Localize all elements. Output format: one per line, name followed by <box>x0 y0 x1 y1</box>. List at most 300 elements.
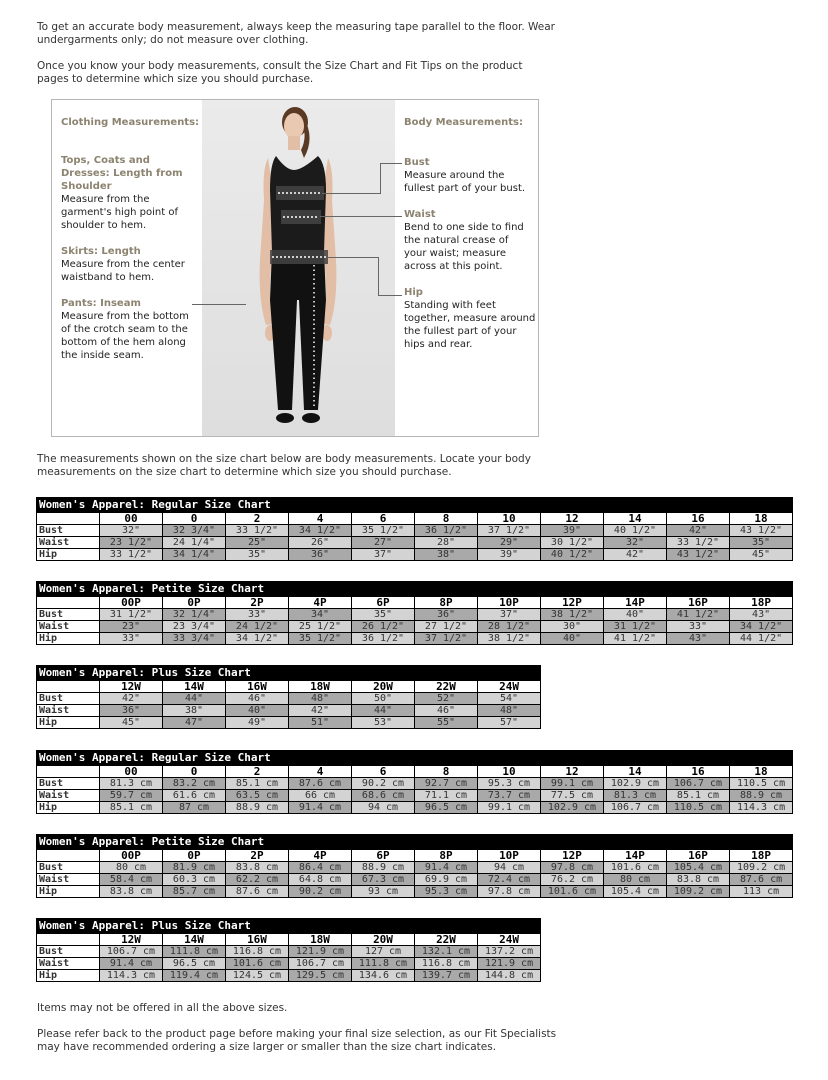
measurement-cell: 35 1/2" <box>289 633 352 645</box>
table-row <box>37 874 793 886</box>
measurement-cell: 33 1/2" <box>226 525 289 537</box>
measurement-cell: 91.4 cm <box>100 958 163 970</box>
size-chart-table <box>36 750 793 814</box>
table-row <box>37 717 541 729</box>
table-row <box>37 537 793 549</box>
measurement-cell: 97.8 cm <box>541 862 604 874</box>
waist-item <box>404 208 534 273</box>
measurement-cell: 62.2 cm <box>226 874 289 886</box>
measurement-cell: 23" <box>100 621 163 633</box>
measurement-cell: 99.1 cm <box>478 802 541 814</box>
measurement-cell: 38 1/2" <box>541 609 604 621</box>
table-row <box>37 549 793 561</box>
hip-leader-line <box>328 257 378 258</box>
header-blank-cell <box>37 681 100 693</box>
measurement-cell: 30 1/2" <box>541 537 604 549</box>
size-column-header: 24W <box>478 934 541 946</box>
measurement-cell: 129.5 cm <box>289 970 352 982</box>
measurement-cell: 35 1/2" <box>352 525 415 537</box>
size-column-header: 24W <box>478 681 541 693</box>
measurement-cell: 113 cm <box>730 886 793 898</box>
intro-paragraph-2: Once you know your body measurements, consult the Size Chart and Fit Tips on the product pages to determine which size you should purchase. <box>37 60 523 85</box>
row-label: Hip <box>37 633 100 645</box>
body-measurements-heading: Body Measurements: <box>404 117 523 128</box>
table-row <box>37 790 793 802</box>
measurement-cell: 24 1/4" <box>163 537 226 549</box>
size-column-header: 12W <box>100 681 163 693</box>
measurement-cell: 44" <box>352 705 415 717</box>
measurement-cell: 71.1 cm <box>415 790 478 802</box>
measurement-cell: 49" <box>226 717 289 729</box>
measurement-cell: 33" <box>226 609 289 621</box>
measurement-cell: 86.4 cm <box>289 862 352 874</box>
model-photo <box>202 100 395 436</box>
measurement-cell: 111.8 cm <box>163 946 226 958</box>
size-chart-title: Women's Apparel: Plus Size Chart <box>37 919 541 934</box>
measurement-cell: 121.9 cm <box>478 958 541 970</box>
pants-inseam-text: Measure from the bottom of the crotch seam to the bottom of the hem along the inside seam. <box>61 311 189 361</box>
size-column-header: 2 <box>226 513 289 525</box>
measurement-cell: 36" <box>415 609 478 621</box>
measurement-cell: 109.2 cm <box>667 886 730 898</box>
measurement-cell: 33 3/4" <box>163 633 226 645</box>
measurement-cell: 26" <box>289 537 352 549</box>
size-column-header: 16 <box>667 766 730 778</box>
measurement-cell: 63.5 cm <box>226 790 289 802</box>
size-column-header: 12 <box>541 766 604 778</box>
measurement-cell: 41 1/2" <box>604 633 667 645</box>
size-chart-table <box>36 497 793 561</box>
measurement-cell: 83.8 cm <box>667 874 730 886</box>
measurement-cell: 23 1/2" <box>100 537 163 549</box>
table-row <box>37 958 541 970</box>
table-row <box>37 946 541 958</box>
size-column-header: 2 <box>226 766 289 778</box>
measurement-cell: 88.9 cm <box>226 802 289 814</box>
measurement-cell: 134.6 cm <box>352 970 415 982</box>
size-column-header: 10 <box>478 766 541 778</box>
measurement-cell: 33 1/2" <box>100 549 163 561</box>
measurement-cell: 69.9 cm <box>415 874 478 886</box>
bust-item <box>404 156 534 195</box>
measurement-cell: 26 1/2" <box>352 621 415 633</box>
row-label: Hip <box>37 802 100 814</box>
measurement-cell: 44 1/2" <box>730 633 793 645</box>
clothing-measurements-heading: Clothing Measurements: <box>61 117 200 128</box>
measurement-cell: 37 1/2" <box>478 525 541 537</box>
measurement-cell: 85.1 cm <box>100 802 163 814</box>
measurement-cell: 111.8 cm <box>352 958 415 970</box>
body-measurements-note: The measurements shown on the size chart below are body measurements. Locate your body measurements on the size chart to determine which size you should purchase. <box>37 453 531 478</box>
measurement-cell: 92.7 cm <box>415 778 478 790</box>
tops-length-text: Measure from the garment's high point of shoulder to hem. <box>61 194 179 231</box>
row-label: Waist <box>37 537 100 549</box>
measurement-cell: 43 1/2" <box>667 549 730 561</box>
size-column-header: 6P <box>352 597 415 609</box>
measurement-cell: 32 1/4" <box>163 609 226 621</box>
size-column-header: 14P <box>604 597 667 609</box>
measurement-cell: 94 cm <box>478 862 541 874</box>
measurement-cell: 114.3 cm <box>730 802 793 814</box>
measurement-cell: 32" <box>604 537 667 549</box>
inseam-leader-line <box>192 304 246 305</box>
measurement-cell: 87.6 cm <box>730 874 793 886</box>
measurement-cell: 39" <box>478 549 541 561</box>
waist-text: Bend to one side to find the natural crease of your waist; measure across at this point. <box>404 222 524 272</box>
measurement-cell: 37" <box>478 609 541 621</box>
hip-item <box>404 286 536 351</box>
measurement-cell: 31 1/2" <box>604 621 667 633</box>
measurement-cell: 34 1/2" <box>730 621 793 633</box>
measurement-cell: 47" <box>163 717 226 729</box>
row-label: Waist <box>37 874 100 886</box>
row-label: Hip <box>37 970 100 982</box>
measurement-cell: 29" <box>478 537 541 549</box>
row-label: Waist <box>37 621 100 633</box>
size-column-header: 18W <box>289 934 352 946</box>
measurement-cell: 72.4 cm <box>478 874 541 886</box>
size-column-header: 2P <box>226 850 289 862</box>
measurement-cell: 110.5 cm <box>667 802 730 814</box>
row-label: Bust <box>37 609 100 621</box>
footer-fit-specialist-note: Please refer back to the product page before making your final size selection, as our Fit Specialists may have recommended ordering a size larger or smaller than the size chart indicates. <box>37 1028 557 1053</box>
measurement-cell: 102.9 cm <box>604 778 667 790</box>
table-row <box>37 802 793 814</box>
measurement-cell: 36 1/2" <box>352 633 415 645</box>
size-column-header: 4 <box>289 513 352 525</box>
size-chart-title: Women's Apparel: Petite Size Chart <box>37 835 793 850</box>
size-chart-table <box>36 918 541 982</box>
measurement-cell: 51" <box>289 717 352 729</box>
size-column-header: 6P <box>352 850 415 862</box>
measurement-cell: 66 cm <box>289 790 352 802</box>
measurement-cell: 124.5 cm <box>226 970 289 982</box>
measurement-cell: 37 1/2" <box>415 633 478 645</box>
header-blank-cell <box>37 766 100 778</box>
size-column-header: 18P <box>730 850 793 862</box>
measurement-cell: 40" <box>604 609 667 621</box>
size-column-header: 22W <box>415 934 478 946</box>
size-column-header: 14 <box>604 513 667 525</box>
measurement-cell: 68.6 cm <box>352 790 415 802</box>
size-column-header: 20W <box>352 681 415 693</box>
measurement-cell: 137.2 cm <box>478 946 541 958</box>
measurement-cell: 43 1/2" <box>730 525 793 537</box>
size-column-header: 14W <box>163 934 226 946</box>
size-column-header: 00 <box>100 513 163 525</box>
measurement-cell: 33" <box>100 633 163 645</box>
measurement-cell: 76.2 cm <box>541 874 604 886</box>
measurement-cell: 42" <box>100 693 163 705</box>
measurement-cell: 106.7 cm <box>289 958 352 970</box>
footer-availability-note: Items may not be offered in all the above sizes. <box>37 1002 288 1014</box>
measurement-cell: 42" <box>667 525 730 537</box>
measurement-cell: 85.7 cm <box>163 886 226 898</box>
skirts-length-text: Measure from the center waistband to hem. <box>61 259 185 283</box>
size-column-header: 12P <box>541 597 604 609</box>
size-column-header: 22W <box>415 681 478 693</box>
measurement-cell: 39" <box>541 525 604 537</box>
measurement-cell: 116.8 cm <box>415 958 478 970</box>
size-column-header: 10P <box>478 850 541 862</box>
measurement-cell: 31 1/2" <box>100 609 163 621</box>
measurement-cell: 73.7 cm <box>478 790 541 802</box>
measurement-cell: 28" <box>415 537 478 549</box>
measurement-cell: 34" <box>289 609 352 621</box>
size-chart-title: Women's Apparel: Regular Size Chart <box>37 498 793 513</box>
row-label: Waist <box>37 790 100 802</box>
measurement-cell: 45" <box>730 549 793 561</box>
size-column-header: 10 <box>478 513 541 525</box>
row-label: Hip <box>37 717 100 729</box>
size-column-header: 0 <box>163 513 226 525</box>
measurement-cell: 25" <box>226 537 289 549</box>
row-label: Bust <box>37 693 100 705</box>
measurement-cell: 34 1/2" <box>289 525 352 537</box>
size-column-header: 4 <box>289 766 352 778</box>
measurement-cell: 114.3 cm <box>100 970 163 982</box>
bust-title: Bust <box>404 157 430 168</box>
measurement-cell: 105.4 cm <box>604 886 667 898</box>
measurement-cell: 46" <box>226 693 289 705</box>
measurement-cell: 36" <box>289 549 352 561</box>
size-chart-table <box>36 665 541 729</box>
size-column-header: 16W <box>226 934 289 946</box>
table-row <box>37 693 541 705</box>
row-label: Bust <box>37 862 100 874</box>
measurement-cell: 121.9 cm <box>289 946 352 958</box>
size-column-header: 00P <box>100 597 163 609</box>
skirts-length-title: Skirts: Length <box>61 246 141 257</box>
measurement-cell: 93 cm <box>352 886 415 898</box>
measurement-cell: 106.7 cm <box>604 802 667 814</box>
size-column-header: 8P <box>415 597 478 609</box>
bust-leader-end <box>380 163 402 164</box>
measurement-cell: 95.3 cm <box>478 778 541 790</box>
size-column-header: 10P <box>478 597 541 609</box>
measurement-cell: 36" <box>100 705 163 717</box>
table-row <box>37 705 541 717</box>
measurement-cell: 38" <box>163 705 226 717</box>
size-column-header: 8 <box>415 513 478 525</box>
measurement-cell: 57" <box>478 717 541 729</box>
measurement-cell: 35" <box>226 549 289 561</box>
measurement-cell: 37" <box>352 549 415 561</box>
measurement-cell: 96.5 cm <box>415 802 478 814</box>
size-column-header: 0P <box>163 850 226 862</box>
header-blank-cell <box>37 597 100 609</box>
measurement-cell: 102.9 cm <box>541 802 604 814</box>
size-column-header: 16 <box>667 513 730 525</box>
measurement-cell: 48" <box>478 705 541 717</box>
measurement-cell: 88.9 cm <box>352 862 415 874</box>
measurement-cell: 40" <box>541 633 604 645</box>
size-column-header: 14W <box>163 681 226 693</box>
bust-leader-vertical <box>380 163 381 194</box>
table-row <box>37 970 541 982</box>
measurement-cell: 32" <box>100 525 163 537</box>
size-column-header: 4P <box>289 597 352 609</box>
size-column-header: 16P <box>667 850 730 862</box>
measurement-cell: 116.8 cm <box>226 946 289 958</box>
pants-inseam-item <box>61 297 193 362</box>
intro-paragraph-1: To get an accurate body measurement, always keep the measuring tape parallel to the floor. Wear undergarments only; do not measure over clothing. <box>37 21 555 46</box>
size-chart-title: Women's Apparel: Petite Size Chart <box>37 582 793 597</box>
size-column-header: 0 <box>163 766 226 778</box>
hip-leader-vertical <box>378 257 379 295</box>
row-label: Hip <box>37 886 100 898</box>
measurement-cell: 119.4 cm <box>163 970 226 982</box>
measurement-cell: 80 cm <box>604 874 667 886</box>
size-column-header: 00 <box>100 766 163 778</box>
measurement-cell: 87.6 cm <box>226 886 289 898</box>
size-column-header: 18 <box>730 513 793 525</box>
measurement-cell: 99.1 cm <box>541 778 604 790</box>
skirts-length-item <box>61 245 191 284</box>
measurement-cell: 83.8 cm <box>100 886 163 898</box>
hip-title: Hip <box>404 287 423 298</box>
size-column-header: 8 <box>415 766 478 778</box>
measurement-cell: 87 cm <box>163 802 226 814</box>
size-column-header: 0P <box>163 597 226 609</box>
size-chart-table <box>36 834 793 898</box>
measurement-cell: 139.7 cm <box>415 970 478 982</box>
waist-leader-line <box>320 216 402 217</box>
measurement-cell: 87.6 cm <box>289 778 352 790</box>
measurement-cell: 38" <box>415 549 478 561</box>
measurement-cell: 46" <box>415 705 478 717</box>
row-label: Bust <box>37 525 100 537</box>
size-column-header: 12W <box>100 934 163 946</box>
measurement-cell: 101.6 cm <box>226 958 289 970</box>
measurement-cell: 25 1/2" <box>289 621 352 633</box>
tops-length-item <box>61 154 191 232</box>
measurement-cell: 81.3 cm <box>604 790 667 802</box>
measurement-cell: 90.2 cm <box>289 886 352 898</box>
measurement-cell: 101.6 cm <box>541 886 604 898</box>
size-column-header: 14P <box>604 850 667 862</box>
measurement-cell: 43" <box>730 609 793 621</box>
measurement-cell: 42" <box>604 549 667 561</box>
header-blank-cell <box>37 934 100 946</box>
measurement-cell: 45" <box>100 717 163 729</box>
measurement-cell: 52" <box>415 693 478 705</box>
measurement-cell: 40 1/2" <box>541 549 604 561</box>
measurement-cell: 80 cm <box>100 862 163 874</box>
measurement-cell: 83.2 cm <box>163 778 226 790</box>
measurement-cell: 40 1/2" <box>604 525 667 537</box>
measurement-cell: 40" <box>226 705 289 717</box>
tops-length-title: Tops, Coats and Dresses: Length from Shoulder <box>61 155 183 192</box>
measurement-cell: 105.4 cm <box>667 862 730 874</box>
measurement-cell: 109.2 cm <box>730 862 793 874</box>
measurement-cell: 44" <box>163 693 226 705</box>
table-row <box>37 778 793 790</box>
measurement-cell: 94 cm <box>352 802 415 814</box>
measurement-cell: 58.4 cm <box>100 874 163 886</box>
size-column-header: 20W <box>352 934 415 946</box>
measurement-cell: 23 3/4" <box>163 621 226 633</box>
size-chart-title: Women's Apparel: Plus Size Chart <box>37 666 541 681</box>
measurement-cell: 91.4 cm <box>415 862 478 874</box>
measurement-cell: 106.7 cm <box>100 946 163 958</box>
size-column-header: 14 <box>604 766 667 778</box>
measurement-cell: 144.8 cm <box>478 970 541 982</box>
measurement-cell: 85.1 cm <box>226 778 289 790</box>
size-column-header: 2P <box>226 597 289 609</box>
measurement-cell: 50" <box>352 693 415 705</box>
pants-inseam-title: Pants: Inseam <box>61 298 141 309</box>
size-column-header: 12P <box>541 850 604 862</box>
measurement-cell: 106.7 cm <box>667 778 730 790</box>
measurement-cell: 101.6 cm <box>604 862 667 874</box>
measurement-cell: 36 1/2" <box>415 525 478 537</box>
measurement-cell: 35" <box>352 609 415 621</box>
bust-text: Measure around the fullest part of your bust. <box>404 170 526 194</box>
model-figure <box>202 100 395 436</box>
row-label: Waist <box>37 958 100 970</box>
hip-text: Standing with feet together, measure around the fullest part of your hips and rear. <box>404 300 536 350</box>
measurement-cell: 97.8 cm <box>478 886 541 898</box>
measurement-cell: 55" <box>415 717 478 729</box>
measurement-cell: 35" <box>730 537 793 549</box>
table-row <box>37 633 793 645</box>
measurement-cell: 41 1/2" <box>667 609 730 621</box>
measurement-cell: 59.7 cm <box>100 790 163 802</box>
size-column-header: 00P <box>100 850 163 862</box>
measurement-cell: 67.3 cm <box>352 874 415 886</box>
size-column-header: 6 <box>352 766 415 778</box>
row-label: Waist <box>37 705 100 717</box>
measurement-cell: 88.9 cm <box>730 790 793 802</box>
waist-title: Waist <box>404 209 436 220</box>
size-column-header: 18W <box>289 681 352 693</box>
measurement-cell: 42" <box>289 705 352 717</box>
size-column-header: 8P <box>415 850 478 862</box>
table-row <box>37 525 793 537</box>
measurement-cell: 33 1/2" <box>667 537 730 549</box>
measurement-cell: 91.4 cm <box>289 802 352 814</box>
measurement-cell: 27" <box>352 537 415 549</box>
measurement-cell: 48" <box>289 693 352 705</box>
measurement-cell: 33" <box>667 621 730 633</box>
size-column-header: 12 <box>541 513 604 525</box>
measurement-cell: 77.5 cm <box>541 790 604 802</box>
measurement-cell: 110.5 cm <box>730 778 793 790</box>
bust-leader-line <box>322 193 380 194</box>
size-column-header: 16W <box>226 681 289 693</box>
measurement-cell: 24 1/2" <box>226 621 289 633</box>
measurement-cell: 61.6 cm <box>163 790 226 802</box>
measurement-cell: 64.8 cm <box>289 874 352 886</box>
measurement-cell: 27 1/2" <box>415 621 478 633</box>
hip-leader-end <box>378 295 402 296</box>
size-column-header: 6 <box>352 513 415 525</box>
row-label: Bust <box>37 778 100 790</box>
size-chart-title: Women's Apparel: Regular Size Chart <box>37 751 793 766</box>
measurement-cell: 34 1/2" <box>226 633 289 645</box>
table-row <box>37 621 793 633</box>
measurement-cell: 32 3/4" <box>163 525 226 537</box>
size-column-header: 4P <box>289 850 352 862</box>
row-label: Hip <box>37 549 100 561</box>
size-column-header: 16P <box>667 597 730 609</box>
measurement-cell: 95.3 cm <box>415 886 478 898</box>
measurement-cell: 43" <box>667 633 730 645</box>
measurement-cell: 30" <box>541 621 604 633</box>
measurement-cell: 60.3 cm <box>163 874 226 886</box>
table-row <box>37 609 793 621</box>
